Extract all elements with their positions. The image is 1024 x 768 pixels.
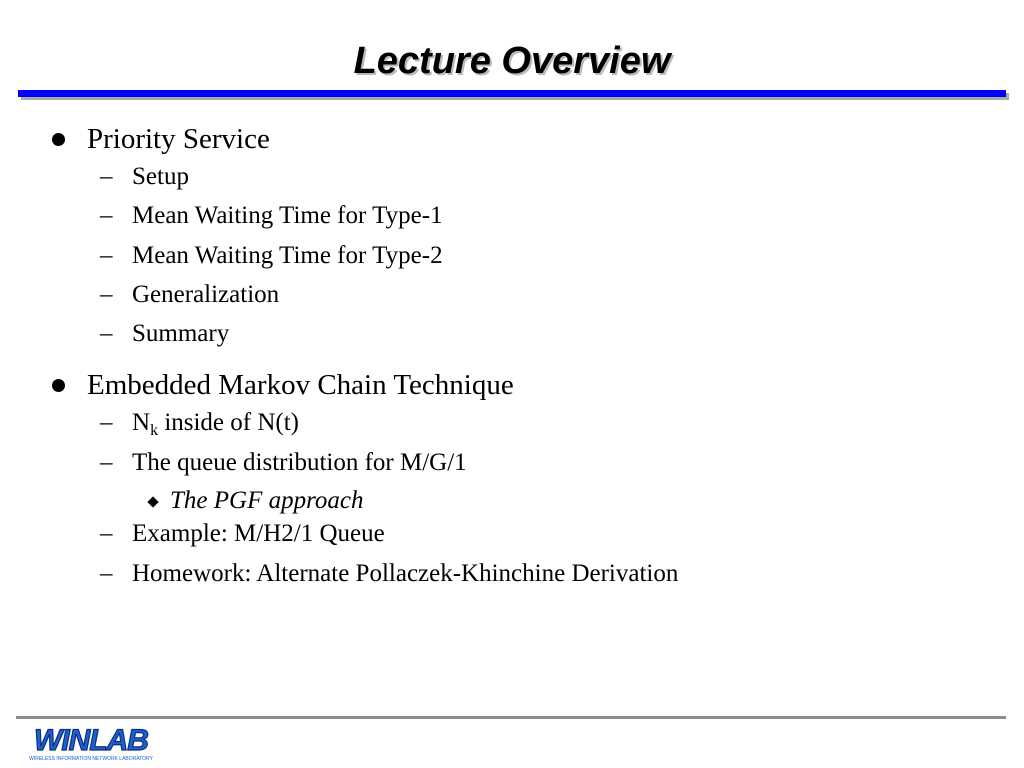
subitem-generalization <box>100 280 280 310</box>
dash-icon: – <box>100 560 113 587</box>
subsubitem-label: The PGF approach <box>170 487 364 514</box>
dash-icon: – <box>100 163 113 190</box>
slide-title: Lecture Overview <box>353 40 671 82</box>
bullet-icon <box>52 133 65 146</box>
dash-icon: – <box>100 449 113 476</box>
bullet-embedded-markov <box>87 368 514 402</box>
bullet-label: Priority Service <box>87 123 270 155</box>
subitem-label: Mean Waiting Time for Type-1 <box>132 202 443 229</box>
footer-rule <box>16 716 1006 719</box>
dash-icon: – <box>100 320 113 347</box>
subitem-label: Example: M/H2/1 Queue <box>132 520 385 547</box>
subitem-homework <box>100 559 679 589</box>
subitem-summary <box>100 319 230 349</box>
bullet-label: Embedded Markov Chain Technique <box>87 369 514 401</box>
subitem-label: Homework: Alternate Pollaczek-Khinchine Derivation <box>132 560 679 587</box>
nk-subscript: k <box>150 422 159 439</box>
diamond-icon <box>147 496 158 507</box>
dash-icon: – <box>100 409 113 436</box>
logo-tagline: WIRELESS INFORMATION NETWORK LABORATORY <box>29 756 153 762</box>
nk-prefix: N <box>132 409 151 436</box>
bullet-priority-service <box>87 122 270 156</box>
subitem-setup <box>100 162 189 192</box>
subitem-type2 <box>100 241 443 271</box>
subitem-nk <box>100 408 300 446</box>
logo-wordmark: WINLAB <box>34 724 148 757</box>
subitem-queue-distribution <box>100 448 467 478</box>
subitem-label: Generalization <box>132 281 280 308</box>
subitem-label: Summary <box>132 320 230 347</box>
subitem-type1 <box>100 201 443 231</box>
subitem-label <box>132 409 300 439</box>
dash-icon: – <box>100 242 113 269</box>
winlab-logo <box>17 723 167 763</box>
nk-suffix: inside of N(t) <box>158 409 300 436</box>
dash-icon: – <box>100 202 113 229</box>
dash-icon: – <box>100 520 113 547</box>
subitem-label: The queue distribution for M/G/1 <box>132 449 467 476</box>
dash-icon: – <box>100 281 113 308</box>
subitem-label: Mean Waiting Time for Type-2 <box>132 242 443 269</box>
bullet-icon <box>52 379 65 392</box>
subsubitem-pgf <box>170 486 364 516</box>
subitem-label: Setup <box>132 163 189 190</box>
subitem-example <box>100 519 385 549</box>
